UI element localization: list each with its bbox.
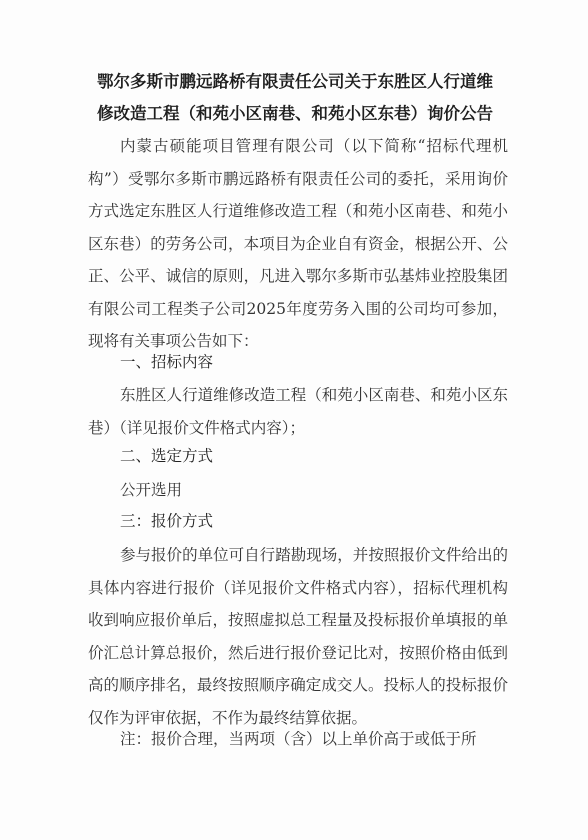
document-title-line-2: 修改造工程（和苑小区南巷、和苑小区东巷）询价公告 [97, 104, 493, 123]
document-title-line-1: 鄂尔多斯市鹏远路桥有限责任公司关于东胜区人行道维 [97, 72, 493, 91]
note-paragraph: 注：报价合理，当两项（含）以上单价高于或低于所 [120, 730, 477, 748]
section-3-body: 参与报价的单位可自行踏勘现场，并按照报价文件给出的具体内容进行报价（详见报价文件格式内容），招标代理机构收到响应报价单后，按照虚拟总工程量及投标报价单填报的单价汇总计算总报价，然后进行报价登记比对，按照价格由低到高的顺序排名，最终按照顺序确定成交人。投标人的投标报价仅作为评审依据，不作为最终结算依据。 [88, 546, 508, 727]
section-2-body: 公开选用 [120, 481, 183, 499]
section-3-heading: 三：报价方式 [120, 512, 214, 530]
section-2-heading: 二、选定方式 [120, 447, 214, 465]
intro-paragraph: 内蒙古硕能项目管理有限公司（以下简称“招标代理机构”）受鄂尔多斯市鹏远路桥有限责任公司的委托，采用询价方式选定东胜区人行道维修改造工程（和苑小区南巷、和苑小区东巷）的劳务公司，本项目为企业自有资金，根据公开、公正、公平、诚信的原则，凡进入鄂尔多斯市弘基炜业控股集团有限公司工程类子公司2025年度劳务入围的公司均可参加，现将有关事项公告如下： [88, 137, 508, 350]
section-1-body: 东胜区人行道维修改造工程（和苑小区南巷、和苑小区东巷）（详见报价文件格式内容）； [88, 386, 508, 437]
section-1-heading: 一、招标内容 [120, 353, 214, 371]
